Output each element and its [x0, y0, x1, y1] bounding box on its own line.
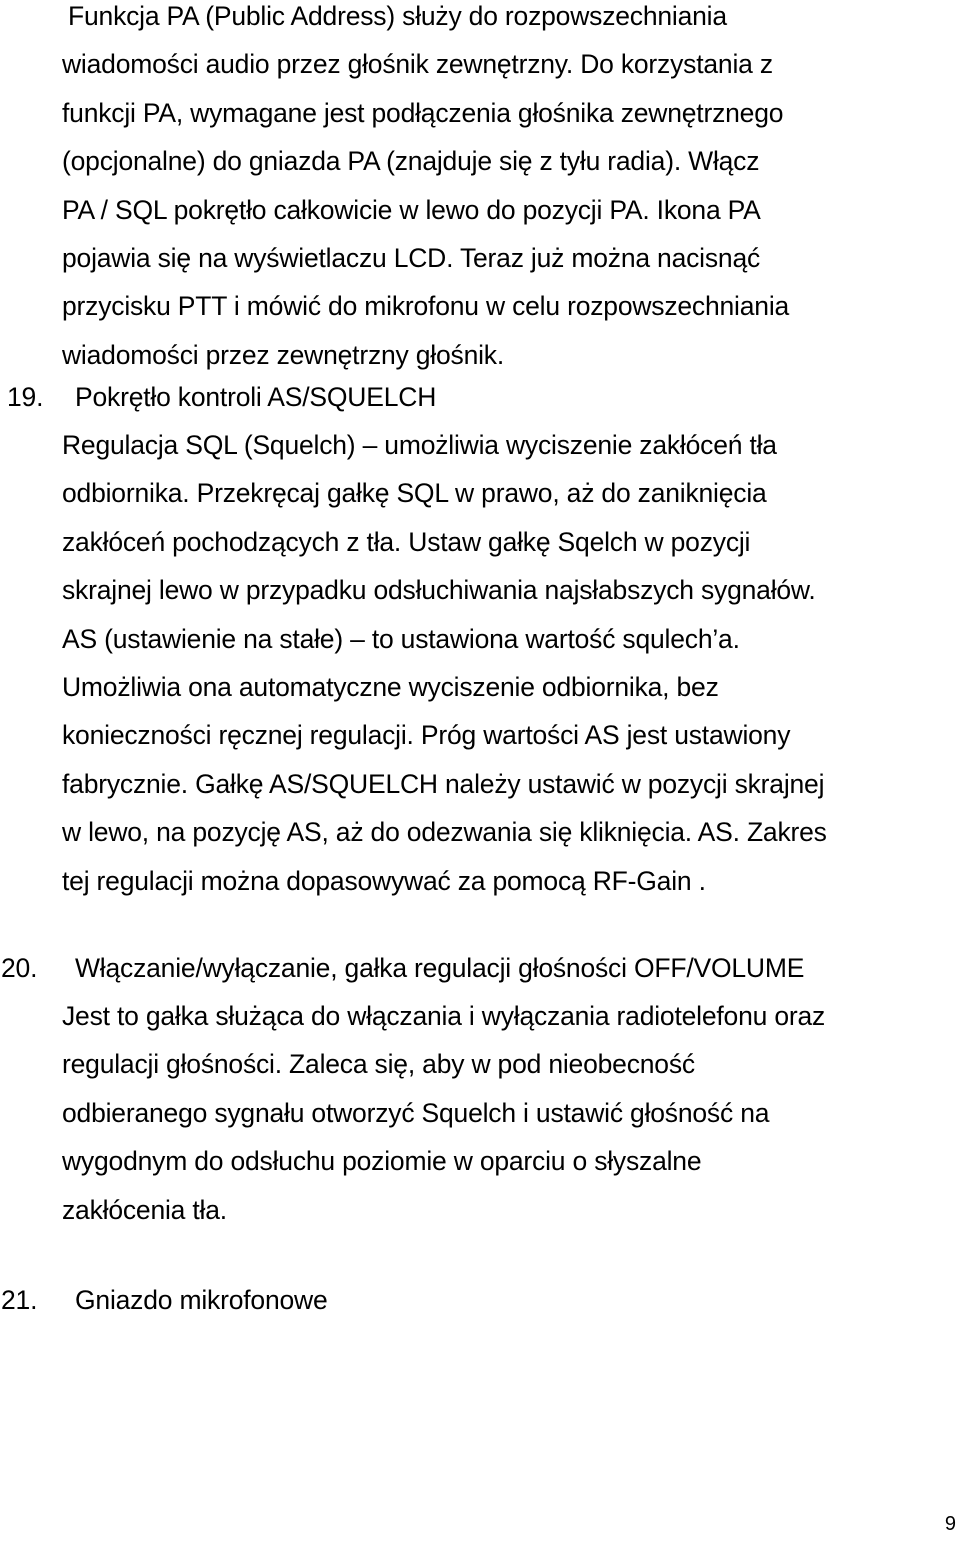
text-line: pojawia się na wyświetlaczu LCD. Teraz już można nacisnąć	[62, 242, 761, 273]
text-line: PA / SQL pokrętło całkowicie w lewo do pozycji PA. Ikona PA	[62, 194, 761, 225]
text-line: zakłócenia tła.	[62, 1194, 227, 1225]
text-line: Jest to gałka służąca do włączania i wyłączania radiotelefonu oraz	[62, 1001, 826, 1031]
text-line: przycisku PTT i mówić do mikrofonu w celu rozpowszechniania	[62, 291, 790, 322]
intro-paragraph	[62, 0, 957, 379]
text-line: fabrycznie. Gałkę AS/SQUELCH należy ustawić w pozycji skrajnej	[62, 768, 825, 799]
section-heading: Włączanie/wyłączanie, gałka regulacji głośności OFF/VOLUME	[75, 953, 805, 983]
text-line: (opcjonalne) do gniazda PA (znajduje się z tyłu radia). Włącz	[62, 146, 760, 177]
text-line: wygodnym do odsłuchu poziomie w oparciu o słyszalne	[62, 1146, 702, 1177]
text-line: odbieranego sygnału otworzyć Squelch i ustawić głośność na	[62, 1097, 770, 1128]
section-number: 19.	[7, 382, 44, 412]
text-line: konieczności ręcznej regulacji. Próg wartości AS jest ustawiony	[62, 720, 791, 751]
section-heading: Pokrętło kontroli AS/SQUELCH	[75, 382, 437, 412]
section-number: 21.	[1, 1285, 38, 1315]
text-line: w lewo, na pozycję AS, aż do odezwania się kliknięcia. AS. Zakres	[62, 817, 827, 848]
text-line: Regulacja SQL (Squelch) – umożliwia wyciszenie zakłóceń tła	[62, 430, 777, 460]
text-line: Funkcja PA (Public Address) służy do rozpowszechniania	[68, 1, 727, 31]
text-line: AS (ustawienie na stałe) – to ustawiona wartość squlech’a.	[62, 623, 740, 654]
text-line: regulacji głośności. Zaleca się, aby w pod nieobecność	[62, 1049, 695, 1080]
text-line: tej regulacji można dopasowywać za pomocą RF-Gain .	[62, 865, 706, 896]
text-line: Umożliwia ona automatyczne wyciszenie odbiornika, bez	[62, 671, 719, 702]
text-line: odbiornika. Przekręcaj gałkę SQL w prawo, aż do zaniknięcia	[62, 478, 767, 509]
page-number: 9	[944, 1513, 956, 1535]
text-line: skrajnej lewo w przypadku odsłuchiwania najsłabszych sygnałów.	[62, 575, 816, 606]
text-line: funkcji PA, wymagane jest podłączenia głośnika zewnętrznego	[62, 97, 784, 128]
section-19-body	[62, 421, 957, 905]
text-line: wiadomości audio przez głośnik zewnętrzny. Do korzystania z	[62, 49, 773, 80]
section-number: 20.	[1, 953, 38, 983]
text-line: wiadomości przez zewnętrzny głośnik.	[62, 339, 505, 370]
section-20-body	[62, 992, 957, 1234]
text-line: zakłóceń pochodzących z tła. Ustaw gałkę Sqelch w pozycji	[62, 526, 751, 557]
section-heading: Gniazdo mikrofonowe	[75, 1285, 328, 1315]
